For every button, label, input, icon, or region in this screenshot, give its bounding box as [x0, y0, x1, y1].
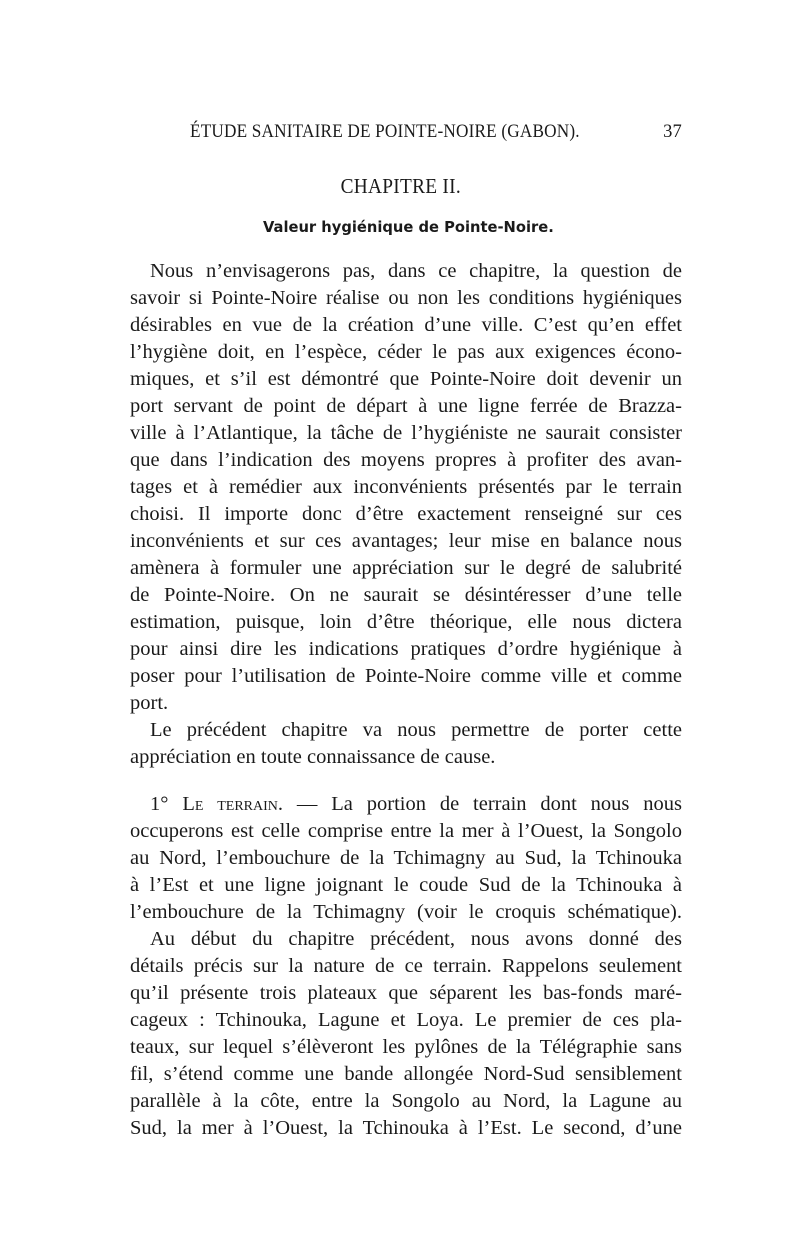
text-line: pour ainsi dire les indications pratiques d’ordre hygiénique à — [130, 638, 682, 660]
text-line: teaux, sur lequel s’élèveront les pylônes de la Télégraphie sans — [130, 1036, 682, 1058]
text-line: cageux : Tchinouka, Lagune et Loya. Le premier de ces pla- — [130, 1009, 682, 1031]
text-line: que dans l’indication des moyens propres à profiter des avan- — [130, 449, 682, 471]
text-line: au Nord, l’embouchure de la Tchimagny au Sud, la Tchinouka — [130, 847, 682, 869]
paragraph-3 — [130, 926, 682, 1142]
chapter-subtitle — [0, 218, 800, 236]
text-line: Au début du chapitre précédent, nous avons donné des — [150, 928, 682, 950]
text-line: ville à l’Atlantique, la tâche de l’hygiéniste ne saurait consister — [130, 422, 682, 444]
section-heading: Le terrain. — [182, 793, 284, 815]
chapter-title: CHAPITRE II. — [340, 174, 461, 198]
section-first-line — [130, 791, 682, 818]
chapter-subtitle-text: Valeur hygiénique de Pointe-Noire. — [262, 218, 554, 236]
section-terrain — [130, 791, 682, 926]
body-text — [130, 258, 682, 1142]
text-line: détails précis sur la nature de ce terrain. Rappelons seulement — [130, 955, 682, 977]
page-number: 37 — [663, 122, 682, 142]
text-line: port. — [130, 692, 169, 714]
text-line: port servant de point de départ à une ligne ferrée de Brazza- — [130, 395, 682, 417]
text-line: désirables en vue de la création d’une ville. C’est qu’en effet — [130, 314, 682, 336]
text-line: de Pointe-Noire. On ne saurait se désintéresser d’une telle — [130, 584, 682, 606]
text-line: l’hygiène doit, en l’espèce, céder le pas aux exigences écono- — [130, 341, 682, 363]
text-line: amènera à formuler une appréciation sur le degré de salubrité — [130, 557, 682, 579]
section-number: 1° — [150, 793, 169, 815]
running-title: ÉTUDE SANITAIRE DE POINTE-NOIRE (GABON). — [190, 122, 580, 142]
text-line: estimation, puisque, loin d’être théorique, elle nous dictera — [130, 611, 682, 633]
text-line: occuperons est celle comprise entre la mer à l’Ouest, la Songolo — [130, 820, 682, 842]
text-line: à l’Est et une ligne joignant le coude Sud de la Tchinouka à — [130, 874, 682, 896]
text-line: choisi. Il importe donc d’être exactement renseigné sur ces — [130, 503, 682, 525]
text-line: fil, s’étend comme une bande allongée Nord-Sud sensiblement — [130, 1063, 682, 1085]
text-line: savoir si Pointe-Noire réalise ou non les conditions hygiéniques — [130, 287, 682, 309]
text-line: inconvénients et sur ces avantages; leur mise en balance nous — [130, 530, 682, 552]
text-line: Le précédent chapitre va nous permettre de porter cette — [150, 719, 682, 741]
section-gap — [130, 771, 682, 791]
text-line: tages et à remédier aux inconvénients présentés par le terrain — [130, 476, 682, 498]
text-line: Sud, la mer à l’Ouest, la Tchinouka à l’Est. Le second, d’une — [130, 1117, 682, 1139]
text-line: l’embouchure de la Tchimagny (voir le croquis schématique). — [130, 901, 682, 923]
paragraph-2 — [130, 717, 682, 771]
running-head — [130, 122, 682, 152]
section-first-line-text: — La portion de terrain dont nous nous — [296, 793, 682, 815]
text-line: Nous n’envisagerons pas, dans ce chapitre, la question de — [150, 260, 682, 282]
paragraph-1 — [130, 258, 682, 717]
text-line: poser pour l’utilisation de Pointe-Noire comme ville et comme — [130, 665, 682, 687]
text-line: appréciation en toute connaissance de cause. — [130, 746, 496, 768]
text-line: parallèle à la côte, entre la Songolo au Nord, la Lagune au — [130, 1090, 682, 1112]
text-line: miques, et s’il est démontré que Pointe-Noire doit devenir un — [130, 368, 682, 390]
text-line: qu’il présente trois plateaux que séparent les bas-fonds maré- — [130, 982, 682, 1004]
